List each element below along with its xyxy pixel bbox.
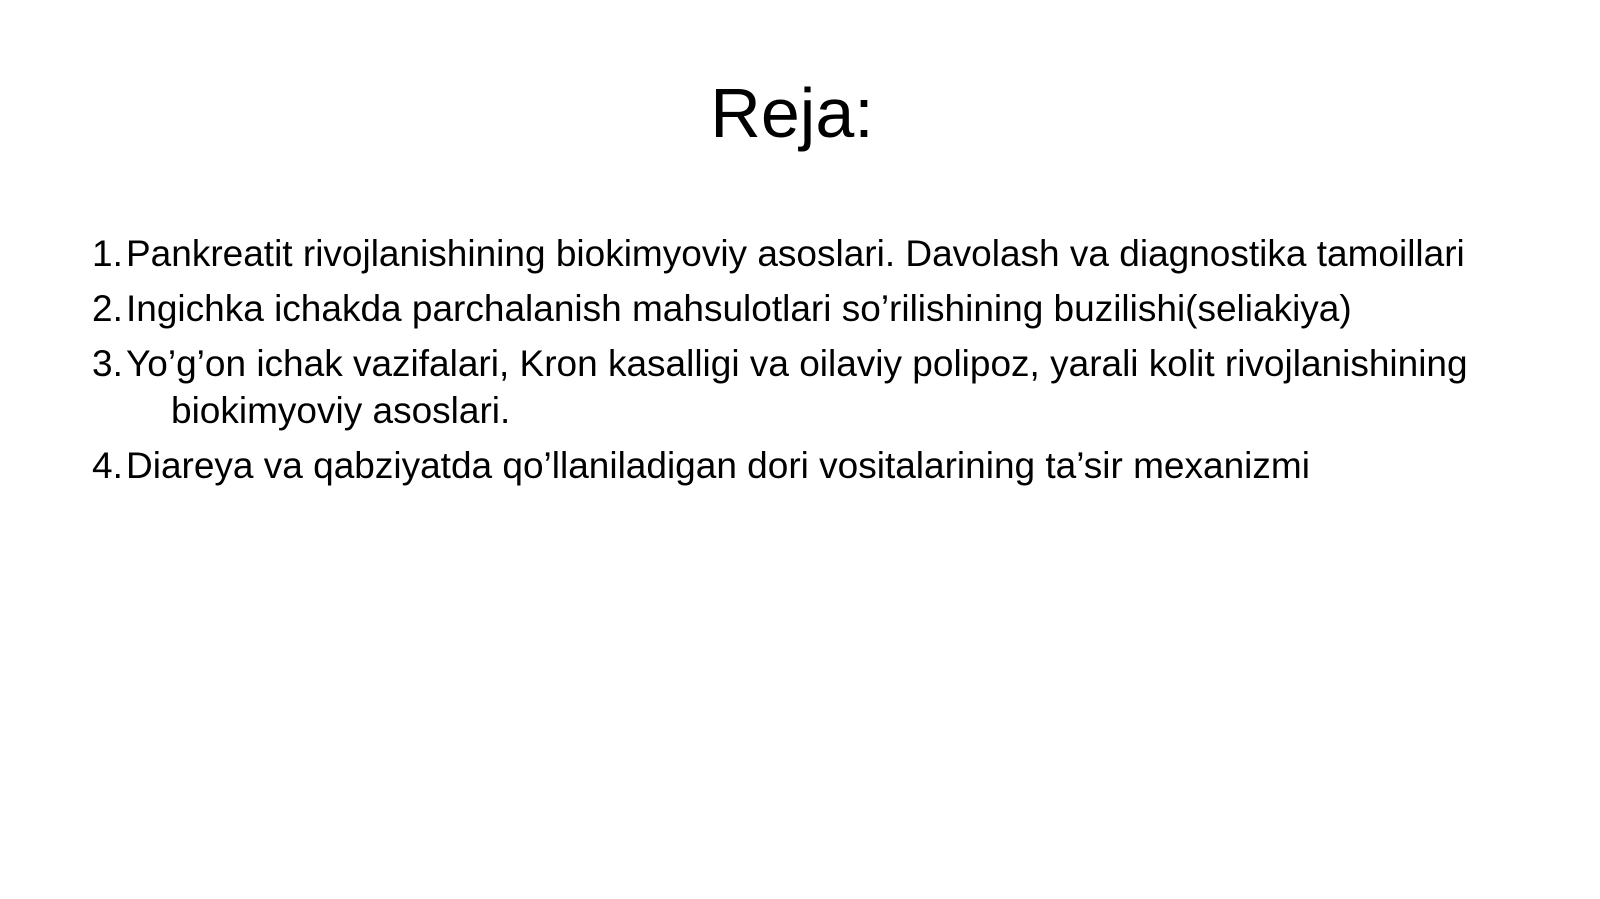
list-item xyxy=(92,442,1512,489)
list-item xyxy=(92,285,1512,332)
list-item-number: 2. xyxy=(92,288,123,329)
slide-title: Reja: xyxy=(710,74,874,152)
list-item-number: 4. xyxy=(92,445,123,486)
list-item-text: Diareya va qabziyatda qo’llaniladigan dori vositalarining ta’sir mexanizmi xyxy=(126,445,1310,486)
list-item-text: Ingichka ichakda parchalanish mahsulotlari so’rilishining buzilishi(seliakiya) xyxy=(126,288,1352,329)
list-item-text: Yo’g’on ichak vazifalari, Kron kasalligi va oilaviy polipoz, yarali kolit rivojlanishining biokimyoviy asoslari. xyxy=(126,343,1468,431)
list-item xyxy=(92,230,1512,277)
list-item-number: 3. xyxy=(92,343,123,384)
plan-list xyxy=(92,230,1512,497)
list-item-text: Pankreatit rivojlanishining biokimyoviy asoslari. Davolash va diagnostika tamoillari xyxy=(126,233,1465,274)
list-item-number: 1. xyxy=(92,233,123,274)
list-item xyxy=(92,340,1512,434)
